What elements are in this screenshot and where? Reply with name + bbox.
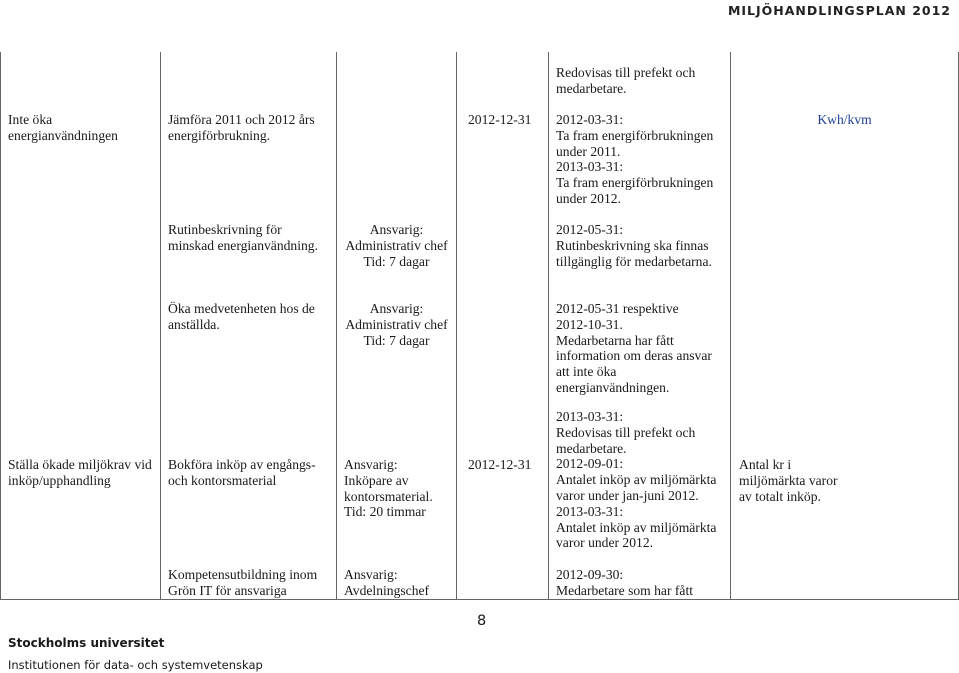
table-cell-result: 2012-05-31: Rutinbeskrivning ska finnas tillgänglig för medarbetarna.: [556, 222, 712, 269]
column-divider: [730, 52, 731, 600]
table-cell-deadline: 2012-12-31: [468, 112, 532, 127]
table-cell-goal: Ställa ökade miljökrav vid inköp/upphandling: [8, 457, 152, 488]
table-cell-result: 2012-05-31 respektive 2012-10-31. Medarbetarna har fått information om deras ansvar att inte öka energianvändningen.: [556, 301, 712, 395]
table-cell-responsible: Ansvarig: Avdelningschef: [344, 567, 430, 598]
table-cell-responsible: Ansvarig: Administrativ chef Tid: 7 dagar: [345, 301, 448, 348]
table-cell-result: 2012-03-31: Ta fram energiförbrukningen under 2011. 2013-03-31: Ta fram energiförbrukningen under 2012.: [556, 112, 714, 206]
column-divider: [548, 52, 549, 600]
footer-department: Institutionen för data- och systemvetenskap: [8, 658, 263, 672]
document-header-title: MILJÖHANDLINGSPLAN 2012: [727, 3, 951, 18]
page-number: 8: [477, 613, 487, 629]
table-cell-goal: Inte öka energianvändningen: [8, 112, 118, 143]
table-cell-responsible: Ansvarig: Administrativ chef Tid: 7 dagar: [345, 222, 448, 269]
footer-university: Stockholms universitet: [8, 636, 165, 650]
table-cell-result: Redovisas till prefekt och medarbetare.: [556, 65, 696, 96]
action-plan-table: [0, 52, 959, 600]
table-cell-deadline: 2012-12-31: [468, 457, 532, 472]
table-cell-result: 2012-09-30: Medarbetare som har fått: [556, 567, 694, 598]
table-cell-result: 2013-03-31: Redovisas till prefekt och medarbetare. 2012-09-01: Antalet inköp av miljömärkta varor under jan-juni 2012. 2013-03-31: Antalet inköp av miljömärkta varor under 2012.: [556, 409, 717, 551]
table-cell-activity: Bokföra inköp av engångs- och kontorsmaterial: [168, 457, 316, 488]
column-divider: [456, 52, 457, 600]
table-cell-indicator: Antal kr i miljömärkta varor av totalt inköp.: [739, 457, 838, 504]
table-cell-indicator: Kwh/kvm: [817, 112, 872, 127]
table-cell-activity: Öka medvetenheten hos de anställda.: [168, 301, 315, 332]
table-border-left: [0, 52, 1, 600]
table-cell-activity: Jämföra 2011 och 2012 års energiförbrukning.: [168, 112, 315, 143]
table-cell-activity: Rutinbeskrivning för minskad energianvändning.: [168, 222, 319, 253]
table-border-bottom: [0, 599, 959, 600]
column-divider: [160, 52, 161, 600]
table-cell-activity: Kompetensutbildning inom Grön IT för ansvariga: [168, 567, 318, 598]
table-cell-responsible: Ansvarig: Inköpare av kontorsmaterial. Tid: 20 timmar: [344, 457, 433, 520]
